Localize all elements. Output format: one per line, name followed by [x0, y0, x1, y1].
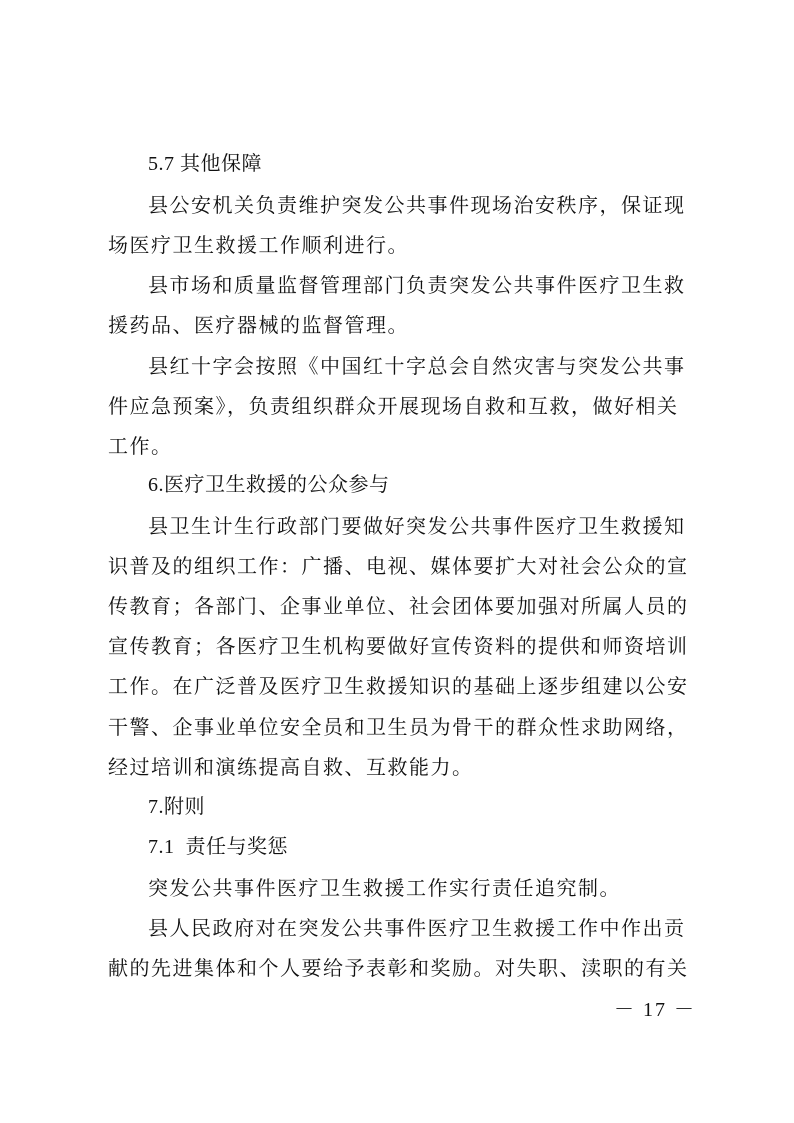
paragraph-line: 县市场和质量监督管理部门负责突发公共事件医疗卫生救: [148, 273, 686, 297]
paragraph-line: 突发公共事件医疗卫生救援工作实行责任追究制。: [148, 876, 621, 900]
paragraph-line: 献的先进集体和个人要给予表彰和奖励。对失职、渎职的有关: [108, 956, 689, 980]
paragraph-line: 识普及的组织工作：广播、电视、媒体要扩大对社会公众的宣: [108, 554, 689, 578]
paragraph-line: 传教育；各部门、企事业单位、社会团体要加强对所属人员的: [108, 594, 689, 618]
paragraph-line: 援药品、医疗器械的监督管理。: [108, 313, 409, 337]
paragraph-line: 件应急预案》，负责组织群众开展现场自救和互救，做好相关: [108, 394, 679, 418]
paragraph-line: 县红十字会按照《中国红十字总会自然灾害与突发公共事: [148, 354, 686, 378]
paragraph-line: 县卫生计生行政部门要做好突发公共事件医疗卫生救援知: [148, 514, 686, 538]
paragraph-line: 经过培训和演练提高自救、互救能力。: [108, 755, 474, 779]
paragraph-line: 干警、企事业单位安全员和卫生员为骨干的群众性求助网络，: [108, 715, 689, 739]
paragraph-line: 县人民政府对在突发公共事件医疗卫生救援工作中作出贡: [148, 916, 686, 940]
section-heading-5-7: 5.7 其他保障: [148, 153, 262, 175]
paragraph-line: 县公安机关负责维护突发公共事件现场治安秩序，保证现: [148, 193, 686, 217]
section-heading-6: 6.医疗卫生救援的公众参与: [148, 474, 390, 496]
paragraph-line: 工作。在广泛普及医疗卫生救援知识的基础上逐步组建以公安: [108, 674, 689, 698]
page-number: － 17 －: [614, 999, 696, 1021]
paragraph-line: 场医疗卫生救援工作顺利进行。: [108, 233, 409, 257]
paragraph-line: 工作。: [108, 434, 173, 458]
section-heading-7: 7.附则: [148, 796, 205, 818]
paragraph-line: 宣传教育；各医疗卫生机构要做好宣传资料的提供和师资培训: [108, 634, 689, 658]
section-heading-7-1: 7.1 责任与奖惩: [148, 836, 288, 858]
